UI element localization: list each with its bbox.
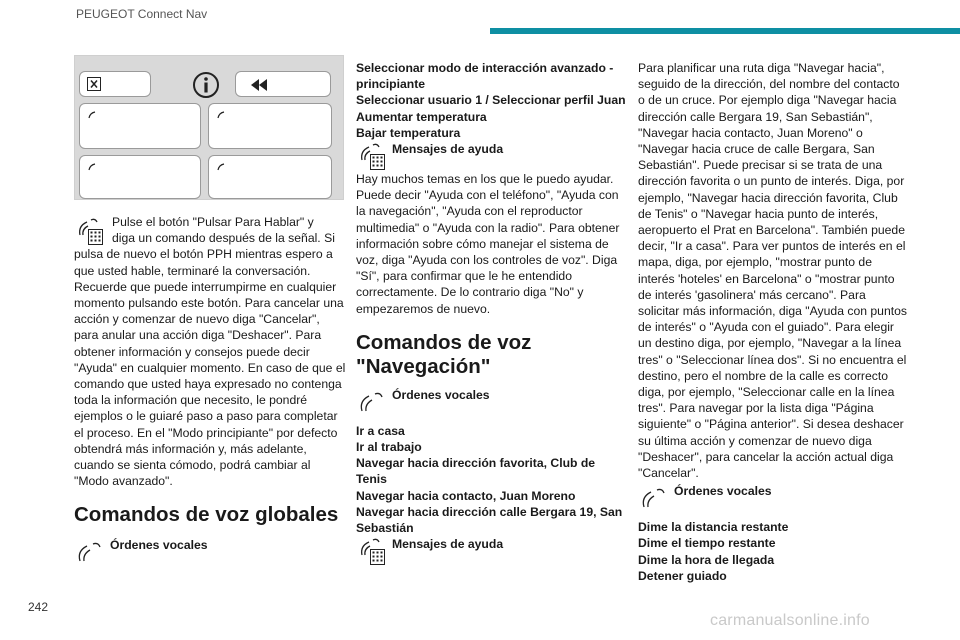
voice-with-keypad-icon (356, 141, 386, 171)
command-item: Ir a casa (356, 423, 405, 438)
help-messages-label-row (356, 141, 626, 171)
info-icon (192, 71, 220, 99)
help-messages-label: Mensajes de ayuda (392, 537, 504, 552)
voice-commands-label-row (638, 483, 908, 513)
speech-icon (216, 110, 226, 120)
voice-commands-label-row (356, 387, 626, 417)
section-heading-navigation: Comandos de voz "Navegación" (356, 330, 532, 378)
intro-line-2: diga un comando después de la señal. Si (112, 231, 335, 246)
voice-with-keypad-icon (74, 216, 104, 246)
command-item: Navegar hacia dirección favorita, Club de Tenis (356, 456, 596, 487)
command-item: Dime la distancia restante (638, 520, 789, 535)
intro-line-1: Pulse el botón "Pulsar Para Hablar" y (112, 215, 314, 229)
global-commands-list (356, 60, 626, 141)
command-item: Dime el tiempo restante (638, 536, 776, 551)
command-item: Dime la hora de llegada (638, 552, 775, 567)
intro-paragraph: pulsa de nuevo el botón PPH mientras espero a que usted hable, terminaré la conversación. Recuerde que puede interrumpirme en cualquier momento pulsando este botón. Para cancelar una acción y comenzar de nuevo diga "Cancelar", para anular una acción diga "Deshacer". Para obtener información y consejos puede decir "Ayuda" en cualquier momento. En caso de que el comando que usted haya expresado no contenga toda la información que necesito, le pondré ejemplos o le guiaré paso a paso para completar el proceso. En el "Modo principiante" por defecto obtendrá más información y, más adelante, cuando se sienta cómodo, podrá cambiar al "Modo avanzado". (74, 247, 346, 489)
guidance-commands-list (638, 519, 908, 584)
command-item: Navegar hacia dirección calle Bergara 19, San Sebastián (356, 504, 623, 536)
ptt-instruction (74, 214, 346, 489)
speech-icon (87, 110, 97, 120)
voice-speech-icon (356, 387, 386, 417)
column-2 (356, 60, 626, 566)
navigation-help-paragraph: Para planificar una ruta diga "Navegar hacia", seguido de la dirección, del nombre del contacto o de un cruce. Por ejemplo diga "Navegar hacia dirección calle Bergara 19, San Sebastián", "Navegar hacia contacto, Juan Moreno" o "Navegar hacia cruce de calle Bergara, San Sebastián". Puede precisar si se trata de una dirección favorita o un punto de interés. Diga, por ejemplo, "Navegar hacia dirección favorita, Club de Tenis" o "Navegar hacia punto de interés, aeropuerto el Prat en Barcelona". También puede decir, "Ir a casa". Para ver puntos de interés en el mapa, diga, por ejemplo, "mostrar punto de interés 'hoteles' en Barcelona" o "mostrar punto de interés 'gasolinera' más cercano". Para solicitar más información, diga "Ayuda con puntos de interés" o "Ayuda con el guiado". Para elegir un destino diga, por ejemplo, "Navegar a la línea tres" o "Seleccionar línea dos". Si no encuentra el destino, pero el nombre de la calle es correcto diga, por ejemplo, "Seleccionar calle en la línea tres". Para navegar por la lista diga "Página siguiente" o "Página anterior". Si desea deshacer su última acción y comenzar de nuevo diga "Deshacer", para cancelar la acción actual diga "Cancelar". (638, 61, 907, 481)
voice-commands-label: Órdenes vocales (392, 387, 490, 402)
command-item: Bajar temperatura (356, 125, 461, 140)
header-accent-bar (490, 28, 960, 34)
command-item: Navegar hacia contacto, Juan Moreno (356, 488, 576, 503)
column-1 (74, 214, 346, 567)
cancel-x-icon (87, 77, 101, 91)
voice-speech-icon (638, 483, 668, 513)
column-3 (638, 60, 908, 584)
cancel-button-illustration (79, 71, 151, 97)
command-tile-4 (208, 155, 332, 199)
command-tile-3 (79, 155, 201, 199)
command-item: Seleccionar usuario 1 / Seleccionar perfil Juan (356, 93, 626, 108)
command-item: Aumentar temperatura (356, 109, 487, 124)
page-number: 242 (28, 600, 49, 614)
voice-speech-icon (74, 537, 104, 567)
command-item: Seleccionar modo de interacción avanzado - principiante (356, 61, 614, 92)
watermark: carmanualsonline.info (710, 612, 870, 629)
voice-with-keypad-icon (356, 536, 386, 566)
voice-command-screen-illustration (74, 55, 344, 200)
navigation-commands-list (356, 423, 626, 536)
back-button-illustration (235, 71, 331, 97)
back-rewind-icon (250, 78, 268, 92)
command-tile-2 (208, 103, 332, 149)
voice-commands-label-row (74, 537, 346, 567)
voice-commands-label: Órdenes vocales (674, 484, 772, 499)
speech-icon (216, 162, 226, 172)
help-messages-label: Mensajes de ayuda (392, 142, 504, 157)
command-item: Detener guiado (638, 568, 727, 583)
command-tile-1 (79, 103, 201, 149)
command-item: Ir al trabajo (356, 440, 422, 455)
help-paragraph: Hay muchos temas en los que le puedo ayudar. Puede decir "Ayuda con el teléfono", "Ayuda con la navegación", "Ayuda con el reproductor multimedia" o "Ayuda con la radio". Para obtener información sobre cómo manejar el sistema de voz, diga "Ayuda con los controles de voz". Diga "Sí", para confirmar que le he entendido correctamente. De lo contrario diga "No" y empezaremos de nuevo. (356, 172, 620, 316)
speech-icon (87, 162, 97, 172)
running-header-title: PEUGEOT Connect Nav (76, 7, 208, 21)
help-messages-label-row (356, 536, 626, 566)
voice-commands-label: Órdenes vocales (110, 538, 208, 553)
section-heading-global: Comandos de voz globales (74, 503, 339, 527)
